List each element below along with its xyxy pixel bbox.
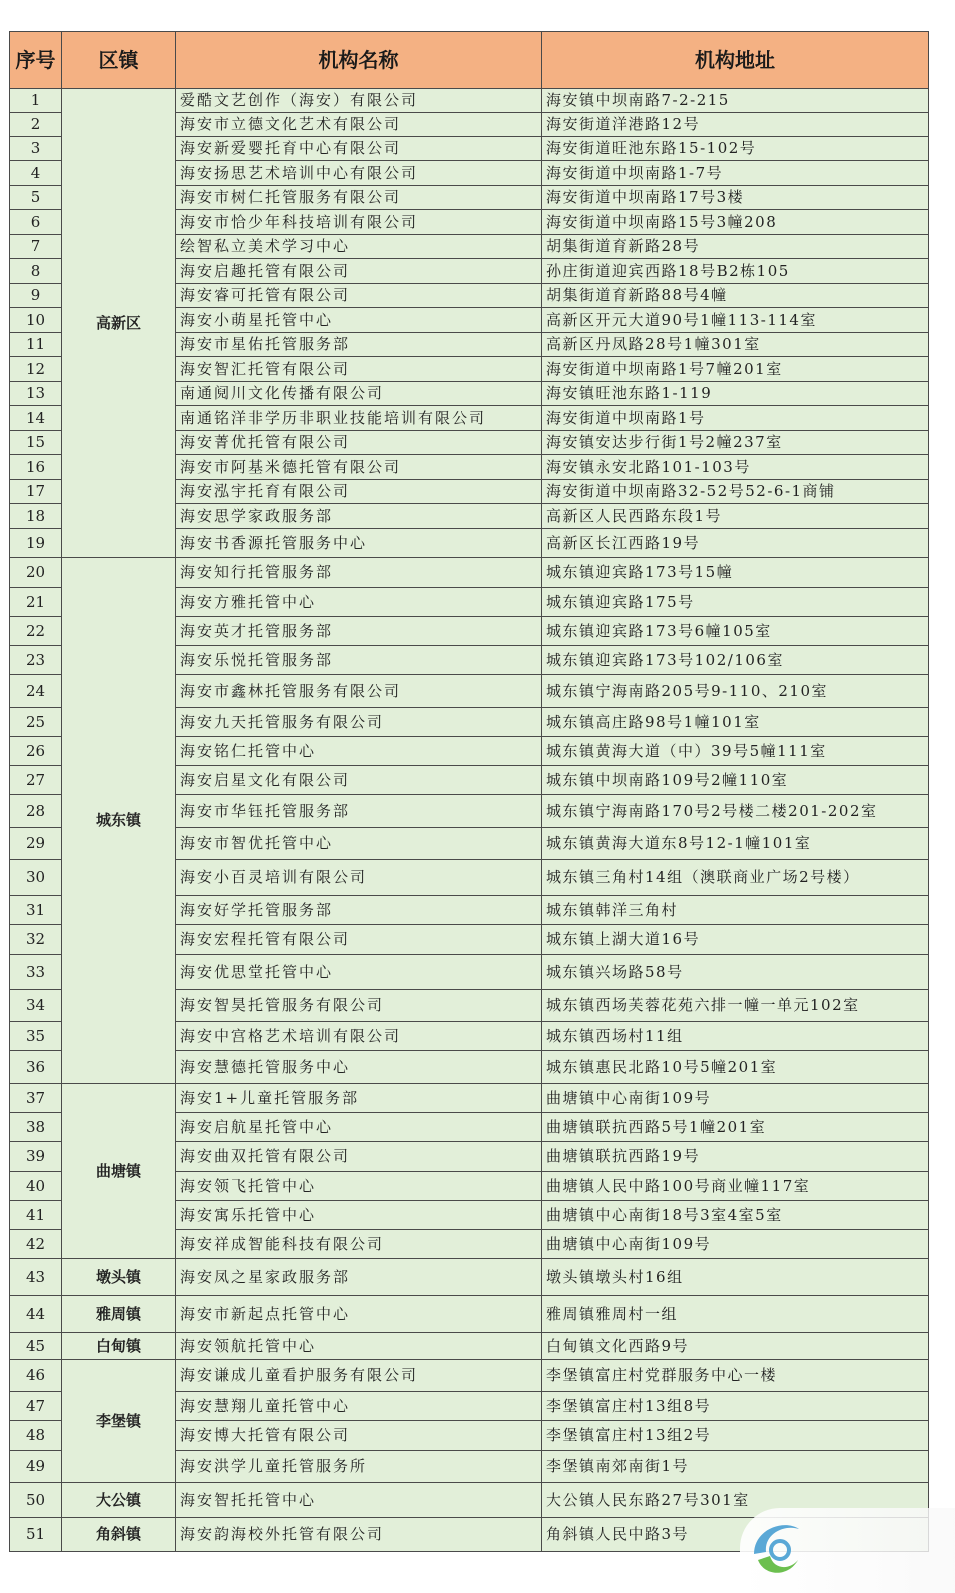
cell-institution-name: 海安宏程托管有限公司 [176, 925, 542, 955]
cell-institution-address: 曲塘镇中心南街109号 [542, 1230, 929, 1259]
cell-index: 15 [10, 431, 62, 455]
cell-institution-address: 孙庄街道迎宾西路18号B2栋105 [542, 259, 929, 284]
cell-town: 角斜镇 [62, 1518, 176, 1552]
cell-institution-name: 海安市新起点托管中心 [176, 1296, 542, 1333]
cell-institution-address: 城东镇西场村11组 [542, 1022, 929, 1051]
cell-institution-name: 海安启航星托管中心 [176, 1113, 542, 1142]
cell-index: 21 [10, 588, 62, 617]
cell-town: 李堡镇 [62, 1360, 176, 1483]
cell-index: 51 [10, 1518, 62, 1552]
cell-institution-name: 海安1+儿童托管服务部 [176, 1084, 542, 1113]
cell-institution-name: 海安韵海校外托管有限公司 [176, 1518, 542, 1552]
cell-institution-name: 海安智昊托管服务有限公司 [176, 990, 542, 1022]
cell-institution-name: 南通铭洋非学历非职业技能培训有限公司 [176, 406, 542, 431]
cell-institution-name: 海安启趣托管有限公司 [176, 259, 542, 284]
cell-institution-address: 海安街道中坝南路1号7幢201室 [542, 357, 929, 382]
cell-institution-address: 胡集街道育新路28号 [542, 235, 929, 259]
cell-institution-address: 海安镇中坝南路7-2-215 [542, 89, 929, 113]
cell-institution-name: 海安小百灵培训有限公司 [176, 860, 542, 896]
cell-institution-name: 海安中宫格艺术培训有限公司 [176, 1022, 542, 1051]
cell-index: 23 [10, 646, 62, 675]
cell-index: 29 [10, 828, 62, 860]
cell-institution-name: 海安乐悦托管服务部 [176, 646, 542, 675]
cell-index: 47 [10, 1392, 62, 1421]
cell-index: 26 [10, 737, 62, 766]
cell-institution-address: 城东镇宁海南路170号2号楼二楼201-202室 [542, 795, 929, 828]
cell-index: 3 [10, 137, 62, 161]
cell-institution-name: 海安市星佑托管服务部 [176, 333, 542, 357]
cell-institution-address: 城东镇迎宾路173号6幢105室 [542, 617, 929, 646]
cell-institution-address: 城东镇黄海大道东8号12-1幢101室 [542, 828, 929, 860]
cell-index: 35 [10, 1022, 62, 1051]
cell-index: 31 [10, 896, 62, 925]
cell-institution-address: 城东镇高庄路98号1幢101室 [542, 708, 929, 737]
cell-institution-name: 海安小萌星托管中心 [176, 308, 542, 333]
cell-institution-address: 海安镇永安北路101-103号 [542, 455, 929, 480]
cell-institution-name: 海安英才托管服务部 [176, 617, 542, 646]
cell-index: 14 [10, 406, 62, 431]
cell-institution-address: 雅周镇雅周村一组 [542, 1296, 929, 1333]
table-row [10, 1360, 929, 1392]
institution-table [9, 31, 929, 1552]
cell-institution-name: 海安九天托管服务有限公司 [176, 708, 542, 737]
cell-index: 50 [10, 1483, 62, 1518]
cell-index: 48 [10, 1421, 62, 1451]
cell-institution-address: 城东镇上湖大道16号 [542, 925, 929, 955]
cell-institution-address: 城东镇黄海大道（中）39号5幢111室 [542, 737, 929, 766]
table-row [10, 1296, 929, 1333]
cell-index: 24 [10, 675, 62, 708]
cell-index: 1 [10, 89, 62, 113]
cell-institution-name: 海安市恰少年科技培训有限公司 [176, 210, 542, 235]
cell-institution-address: 曲塘镇联抗西路5号1幢201室 [542, 1113, 929, 1142]
cell-index: 4 [10, 161, 62, 186]
cell-institution-address: 高新区长江西路19号 [542, 529, 929, 558]
cell-index: 25 [10, 708, 62, 737]
table-row [10, 89, 929, 113]
cell-institution-address: 曲塘镇人民中路100号商业幢117室 [542, 1172, 929, 1201]
cell-institution-address: 李堡镇南郊南街1号 [542, 1451, 929, 1483]
cell-institution-name: 海安凤之星家政服务部 [176, 1259, 542, 1296]
cell-institution-address: 城东镇中坝南路109号2幢110室 [542, 766, 929, 795]
cell-index: 22 [10, 617, 62, 646]
cell-index: 46 [10, 1360, 62, 1392]
watermark-logo [740, 1508, 955, 1593]
cell-institution-address: 李堡镇富庄村党群服务中心一楼 [542, 1360, 929, 1392]
cell-institution-name: 海安洪学儿童托管服务所 [176, 1451, 542, 1483]
table-row [10, 558, 929, 588]
cell-institution-name: 海安知行托管服务部 [176, 558, 542, 588]
cell-index: 49 [10, 1451, 62, 1483]
table-row [10, 1333, 929, 1360]
cell-institution-address: 墩头镇墩头村16组 [542, 1259, 929, 1296]
cell-index: 5 [10, 186, 62, 210]
cell-index: 6 [10, 210, 62, 235]
cell-institution-address: 高新区人民西路东段1号 [542, 504, 929, 529]
cell-institution-name: 海安祥成智能科技有限公司 [176, 1230, 542, 1259]
cell-institution-address: 海安街道中坝南路32-52号52-6-1商铺 [542, 480, 929, 504]
cell-index: 43 [10, 1259, 62, 1296]
cell-institution-name: 爱酷文艺创作（海安）有限公司 [176, 89, 542, 113]
table-body [10, 89, 929, 1552]
cell-institution-address: 海安街道中坝南路15号3幢208 [542, 210, 929, 235]
cell-institution-name: 海安菁优托管有限公司 [176, 431, 542, 455]
cell-institution-address: 高新区丹凤路28号1幢301室 [542, 333, 929, 357]
cell-town: 大公镇 [62, 1483, 176, 1518]
cell-institution-address: 海安街道中坝南路1-7号 [542, 161, 929, 186]
cell-index: 7 [10, 235, 62, 259]
table-row [10, 1259, 929, 1296]
cell-institution-name: 海安领飞托管中心 [176, 1172, 542, 1201]
cell-institution-name: 海安领航托管中心 [176, 1333, 542, 1360]
header-index: 序号 [10, 32, 62, 89]
cell-institution-address: 海安街道旺池东路15-102号 [542, 137, 929, 161]
cell-institution-address: 大公镇人民东路27号301室 [542, 1483, 929, 1518]
cell-institution-name: 海安市华钰托管服务部 [176, 795, 542, 828]
cell-institution-name: 海安优思堂托管中心 [176, 955, 542, 990]
cell-institution-address: 城东镇迎宾路173号15幢 [542, 558, 929, 588]
cell-index: 34 [10, 990, 62, 1022]
cell-index: 42 [10, 1230, 62, 1259]
cell-town: 城东镇 [62, 558, 176, 1084]
cell-index: 8 [10, 259, 62, 284]
cell-town: 曲塘镇 [62, 1084, 176, 1259]
cell-institution-name: 海安睿可托管有限公司 [176, 284, 542, 308]
cell-index: 36 [10, 1051, 62, 1084]
table-header [10, 32, 929, 89]
cell-institution-name: 海安慧德托管服务中心 [176, 1051, 542, 1084]
cell-index: 33 [10, 955, 62, 990]
cell-institution-address: 城东镇迎宾路173号102/106室 [542, 646, 929, 675]
cell-index: 32 [10, 925, 62, 955]
cell-index: 16 [10, 455, 62, 480]
cell-index: 19 [10, 529, 62, 558]
cell-institution-name: 海安扬思艺术培训中心有限公司 [176, 161, 542, 186]
cell-town: 白甸镇 [62, 1333, 176, 1360]
cell-index: 41 [10, 1201, 62, 1230]
cell-institution-address: 海安街道洋港路12号 [542, 113, 929, 137]
cell-institution-name: 海安好学托管服务部 [176, 896, 542, 925]
cell-institution-name: 海安市树仁托管服务有限公司 [176, 186, 542, 210]
cell-institution-name: 海安寓乐托管中心 [176, 1201, 542, 1230]
cell-institution-address: 角斜镇人民中路3号 [542, 1518, 929, 1552]
cell-institution-address: 城东镇三角村14组（澳联商业广场2号楼） [542, 860, 929, 896]
cell-institution-address: 李堡镇富庄村13组2号 [542, 1421, 929, 1451]
cell-index: 27 [10, 766, 62, 795]
swirl-logo-icon [744, 1514, 804, 1584]
cell-institution-address: 城东镇西场芙蓉花苑六排一幢一单元102室 [542, 990, 929, 1022]
cell-index: 18 [10, 504, 62, 529]
header-town: 区镇 [62, 32, 176, 89]
cell-institution-name: 海安市阿基米德托管有限公司 [176, 455, 542, 480]
header-address: 机构地址 [542, 32, 929, 89]
cell-institution-address: 海安镇旺池东路1-119 [542, 382, 929, 406]
cell-index: 20 [10, 558, 62, 588]
cell-institution-address: 城东镇宁海南路205号9-110、210室 [542, 675, 929, 708]
cell-institution-name: 海安市立德文化艺术有限公司 [176, 113, 542, 137]
cell-institution-address: 曲塘镇联抗西路19号 [542, 1142, 929, 1172]
table-row [10, 1084, 929, 1113]
cell-institution-address: 城东镇惠民北路10号5幢201室 [542, 1051, 929, 1084]
cell-institution-name: 海安谦成儿童看护服务有限公司 [176, 1360, 542, 1392]
cell-institution-name: 海安曲双托管有限公司 [176, 1142, 542, 1172]
cell-index: 40 [10, 1172, 62, 1201]
cell-institution-name: 海安智汇托管有限公司 [176, 357, 542, 382]
cell-institution-name: 海安市鑫林托管服务有限公司 [176, 675, 542, 708]
cell-institution-name: 南通阋川文化传播有限公司 [176, 382, 542, 406]
cell-institution-address: 李堡镇富庄村13组8号 [542, 1392, 929, 1421]
cell-index: 45 [10, 1333, 62, 1360]
cell-institution-address: 城东镇迎宾路175号 [542, 588, 929, 617]
cell-index: 9 [10, 284, 62, 308]
cell-index: 37 [10, 1084, 62, 1113]
cell-index: 11 [10, 333, 62, 357]
cell-index: 44 [10, 1296, 62, 1333]
cell-institution-name: 海安新爱婴托育中心有限公司 [176, 137, 542, 161]
cell-institution-name: 海安思学家政服务部 [176, 504, 542, 529]
cell-institution-address: 城东镇兴场路58号 [542, 955, 929, 990]
cell-index: 12 [10, 357, 62, 382]
cell-institution-address: 胡集街道育新路88号4幢 [542, 284, 929, 308]
cell-institution-address: 海安镇安达步行街1号2幢237室 [542, 431, 929, 455]
cell-index: 17 [10, 480, 62, 504]
cell-institution-name: 海安泓宇托育有限公司 [176, 480, 542, 504]
cell-index: 30 [10, 860, 62, 896]
cell-institution-name: 海安铭仁托管中心 [176, 737, 542, 766]
cell-institution-address: 海安街道中坝南路1号 [542, 406, 929, 431]
cell-town: 高新区 [62, 89, 176, 558]
cell-institution-name: 海安慧翔儿童托管中心 [176, 1392, 542, 1421]
header-name: 机构名称 [176, 32, 542, 89]
cell-index: 38 [10, 1113, 62, 1142]
cell-institution-name: 海安方雅托管中心 [176, 588, 542, 617]
cell-town: 墩头镇 [62, 1259, 176, 1296]
cell-index: 28 [10, 795, 62, 828]
cell-institution-address: 海安街道中坝南路17号3楼 [542, 186, 929, 210]
cell-index: 13 [10, 382, 62, 406]
cell-institution-address: 曲塘镇中心南街18号3室4室5室 [542, 1201, 929, 1230]
cell-institution-name: 海安博大托管有限公司 [176, 1421, 542, 1451]
cell-institution-name: 海安启星文化有限公司 [176, 766, 542, 795]
cell-index: 10 [10, 308, 62, 333]
cell-index: 39 [10, 1142, 62, 1172]
cell-institution-address: 高新区开元大道90号1幢113-114室 [542, 308, 929, 333]
cell-institution-name: 海安市智优托管中心 [176, 828, 542, 860]
cell-town: 雅周镇 [62, 1296, 176, 1333]
header-row [10, 32, 929, 89]
cell-institution-name: 海安智托托管中心 [176, 1483, 542, 1518]
cell-institution-address: 白甸镇文化西路9号 [542, 1333, 929, 1360]
cell-index: 2 [10, 113, 62, 137]
cell-institution-address: 城东镇韩洋三角村 [542, 896, 929, 925]
cell-institution-name: 绘智私立美术学习中心 [176, 235, 542, 259]
cell-institution-address: 曲塘镇中心南街109号 [542, 1084, 929, 1113]
cell-institution-name: 海安书香源托管服务中心 [176, 529, 542, 558]
